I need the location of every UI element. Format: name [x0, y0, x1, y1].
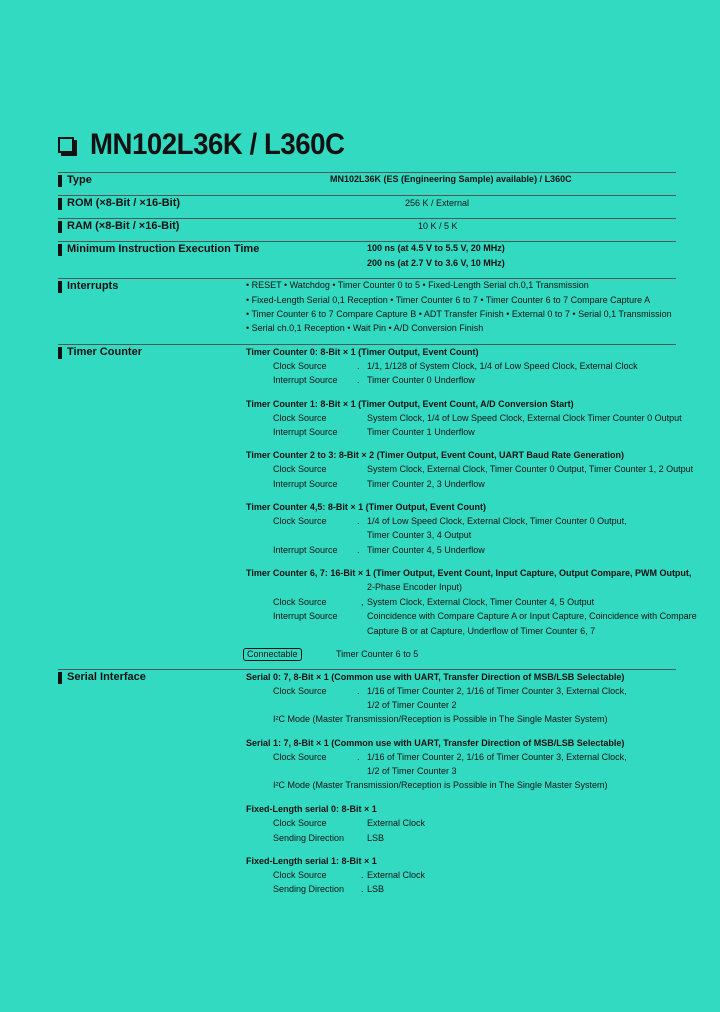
- serial-row-value: 1/16 of Timer Counter 2, 1/16 of Timer Counter 3, External Clock,: [367, 686, 627, 696]
- section-marker: [58, 672, 62, 684]
- section-label-serial-interface: Serial Interface: [67, 671, 146, 683]
- timer-row-value: Timer Counter 3, 4 Output: [367, 530, 472, 540]
- section-marker: [58, 221, 62, 233]
- serial-group-header: Fixed-Length serial 0: 8-Bit × 1: [246, 804, 377, 814]
- timer-row-value: Timer Counter 4, 5 Underflow: [367, 545, 485, 555]
- section-marker: [58, 198, 62, 210]
- serial-group-header: Fixed-Length serial 1: 8-Bit × 1: [246, 856, 377, 866]
- ram-value: 10 K / 5 K: [418, 221, 458, 231]
- timer-row-key: Interrupt Source: [273, 479, 338, 489]
- serial-i2c-line: I²C Mode (Master Transmission/Reception is Possible in The Single Master System): [273, 714, 608, 724]
- timer-row-sep: .: [357, 545, 360, 555]
- timer-row-value: 1/1, 1/128 of System Clock, 1/4 of Low Speed Clock, External Clock: [367, 361, 638, 371]
- serial-row-key: Clock Source: [273, 870, 327, 880]
- timer-row-value: Coincidence with Compare Capture A or Input Capture, Coincidence with Compare: [367, 611, 697, 621]
- interrupt-line: • RESET • Watchdog • Timer Counter 0 to 5 • Fixed-Length Serial ch.0,1 Transmission: [246, 280, 589, 290]
- section-label-ram: RAM (×8-Bit / ×16-Bit): [67, 220, 180, 232]
- section-label-min-exec: Minimum Instruction Execution Time: [67, 243, 260, 255]
- timer-group-header: Timer Counter 6, 7: 16-Bit × 1 (Timer Output, Event Count, Input Capture, Output Compare, PWM Output,: [246, 568, 692, 578]
- section-label-type: Type: [67, 174, 92, 186]
- serial-row-value: 1/16 of Timer Counter 2, 1/16 of Timer Counter 3, External Clock,: [367, 752, 627, 762]
- section-marker: [58, 244, 62, 256]
- timer-row-value: 2-Phase Encoder Input): [367, 582, 463, 592]
- interrupt-line: • Fixed-Length Serial 0,1 Reception • Timer Counter 6 to 7 • Timer Counter 6 to 7 Compare Capture A: [246, 295, 651, 305]
- serial-group-header: Serial 1: 7, 8-Bit × 1 (Common use with UART, Transfer Direction of MSB/LSB Selectable): [246, 738, 625, 748]
- serial-row-value: LSB: [367, 833, 385, 843]
- section-marker: [58, 347, 62, 359]
- timer-row-sep: ,: [361, 597, 364, 607]
- timer-group-header: Timer Counter 1: 8-Bit × 1 (Timer Output, Event Count, A/D Conversion Start): [246, 399, 574, 409]
- serial-row-key: Clock Source: [273, 818, 327, 828]
- serial-row-sep: .: [361, 870, 364, 880]
- timer-row-value: Timer Counter 1 Underflow: [367, 427, 475, 437]
- timer-row-key: Clock Source: [273, 597, 327, 607]
- serial-group-header: Serial 0: 7, 8-Bit × 1 (Common use with UART, Transfer Direction of MSB/LSB Selectable): [246, 672, 625, 682]
- serial-row-key: Clock Source: [273, 686, 327, 696]
- timer-group-header: Timer Counter 0: 8-Bit × 1 (Timer Output, Event Count): [246, 347, 479, 357]
- timer-row-key: Clock Source: [273, 516, 327, 526]
- rom-value: 256 K / External: [405, 198, 470, 208]
- serial-row-value: LSB: [367, 884, 385, 894]
- page-title: [58, 128, 367, 162]
- timer-row-key: Clock Source: [273, 361, 327, 371]
- timer-row-key: Interrupt Source: [273, 375, 338, 385]
- section-label-timer-counter: Timer Counter: [67, 346, 142, 358]
- serial-row-key: Sending Direction: [273, 884, 345, 894]
- timer-row-key: Clock Source: [273, 464, 327, 474]
- serial-i2c-line: I²C Mode (Master Transmission/Reception is Possible in The Single Master System): [273, 780, 608, 790]
- timer-row-value: Timer Counter 0 Underflow: [367, 375, 475, 385]
- serial-row-sep: .: [361, 884, 364, 894]
- serial-row-value: 1/2 of Timer Counter 3: [367, 766, 457, 776]
- page-title-text: MN102L36K / L360C: [90, 128, 345, 161]
- timer-row-value: System Clock, External Clock, Timer Counter 0 Output, Timer Counter 1, 2 Output: [367, 464, 694, 474]
- timer-row-value: Capture B or at Capture, Underflow of Timer Counter 6, 7: [367, 626, 596, 636]
- timer-row-key: Interrupt Source: [273, 611, 338, 621]
- timer-row-value: System Clock, External Clock, Timer Counter 4, 5 Output: [367, 597, 595, 607]
- serial-row-sep: .: [357, 686, 360, 696]
- timer-group-header: Timer Counter 2 to 3: 8-Bit × 2 (Timer Output, Event Count, UART Baud Rate Generation): [246, 450, 624, 460]
- interrupt-line: • Timer Counter 6 to 7 Compare Capture B • ADT Transfer Finish • External 0 to 7 • Serial 0,1 Transmission: [246, 309, 672, 319]
- section-marker: [58, 175, 62, 187]
- timer-row-key: Clock Source: [273, 413, 327, 423]
- serial-row-value: External Clock: [367, 818, 426, 828]
- serial-row-key: Clock Source: [273, 752, 327, 762]
- timer-row-key: Interrupt Source: [273, 545, 338, 555]
- section-label-rom: ROM (×8-Bit / ×16-Bit): [67, 197, 181, 209]
- connectable-value: Timer Counter 6 to 5: [336, 649, 419, 659]
- connectable-tag: Connectable: [243, 648, 302, 661]
- timer-row-value: System Clock, 1/4 of Low Speed Clock, External Clock Timer Counter 0 Output: [367, 413, 682, 423]
- timer-row-sep: .: [357, 516, 360, 526]
- section-marker: [58, 281, 62, 293]
- timer-row-value: Timer Counter 2, 3 Underflow: [367, 479, 485, 489]
- serial-row-key: Sending Direction: [273, 833, 345, 843]
- serial-row-value: External Clock: [367, 870, 426, 880]
- min-exec-line: 200 ns (at 2.7 V to 3.6 V, 10 MHz): [367, 258, 505, 268]
- interrupt-line: • Serial ch.0,1 Reception • Wait Pin • A/D Conversion Finish: [246, 323, 484, 333]
- serial-row-value: 1/2 of Timer Counter 2: [367, 700, 457, 710]
- timer-row-value: 1/4 of Low Speed Clock, External Clock, Timer Counter 0 Output,: [367, 516, 627, 526]
- timer-row-key: Interrupt Source: [273, 427, 338, 437]
- min-exec-line: 100 ns (at 4.5 V to 5.5 V, 20 MHz): [367, 243, 505, 253]
- checkbox-square-icon: [58, 137, 74, 153]
- timer-row-sep: .: [357, 375, 360, 385]
- type-value: MN102L36K (ES (Engineering Sample) available) / L360C: [330, 174, 572, 184]
- serial-row-sep: .: [357, 752, 360, 762]
- timer-row-sep: .: [357, 361, 360, 371]
- timer-group-header: Timer Counter 4,5: 8-Bit × 1 (Timer Output, Event Count): [246, 502, 486, 512]
- section-label-interrupts: Interrupts: [67, 280, 119, 292]
